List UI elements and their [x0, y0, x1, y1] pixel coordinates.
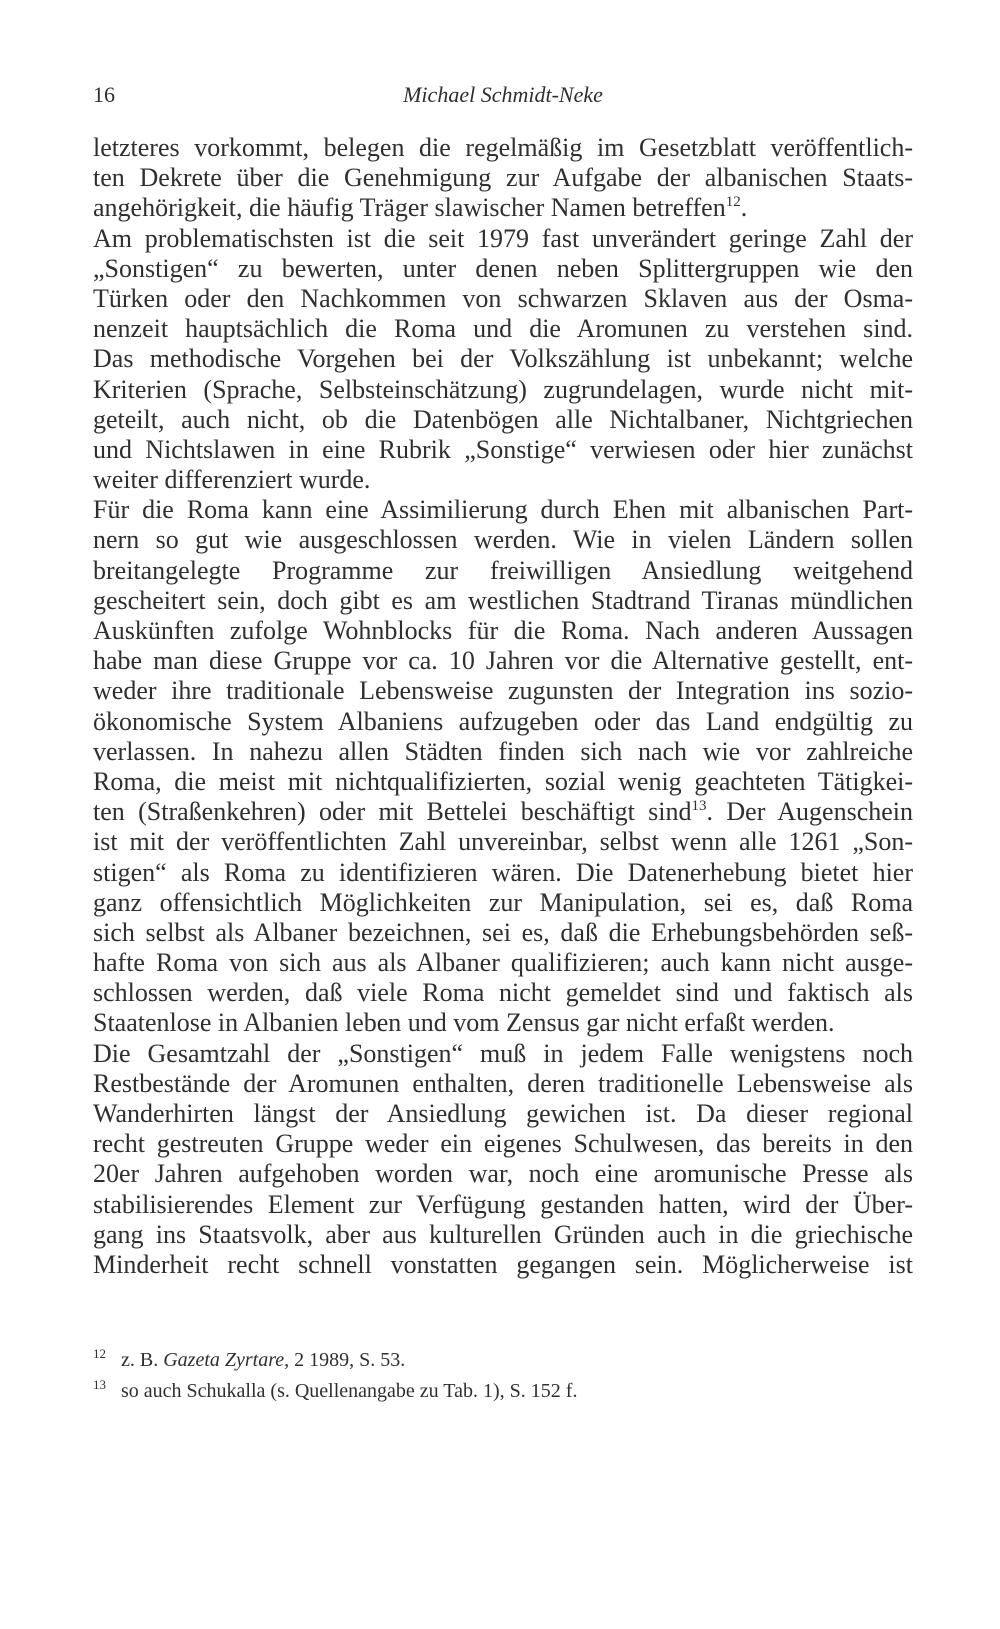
text-line [93, 465, 913, 495]
text-line [93, 254, 913, 284]
text-line [93, 224, 913, 254]
text-line [93, 586, 913, 616]
line-text: Das methodische Vorgehen bei der Volkszählung ist unbekannt; welche [93, 344, 913, 374]
footnote-text-before: so auch Schukalla (s. Quellenangabe zu Tab. 1), S. 152 f. [121, 1380, 578, 1402]
text-line [93, 344, 913, 374]
text-line [93, 1099, 913, 1129]
text-line [93, 1159, 913, 1189]
line-text: Staatenlose in Albanien leben und vom Zensus gar nicht erfaßt werden. [93, 1008, 835, 1038]
text-line [93, 888, 913, 918]
line-text: ist mit der veröffentlichten Zahl unvereinbar, selbst wenn alle 1261 „Son- [93, 827, 913, 857]
text-line [93, 737, 913, 767]
running-head: Michael Schmidt-Neke [403, 82, 603, 107]
footnotes [93, 1345, 913, 1407]
text-line [93, 435, 913, 465]
text-line [93, 707, 913, 737]
text-line [93, 616, 913, 646]
line-text: habe man diese Gruppe vor ca. 10 Jahren vor die Alternative gestellt, ent- [93, 646, 913, 676]
page-header [93, 82, 913, 112]
line-text: Roma, die meist mit nichtqualifizierten, sozial wenig geachteten Tätigkei- [93, 766, 913, 796]
footnote-text [121, 1349, 405, 1371]
line-text: sich selbst als Albaner bezeichnen, sei es, daß die Erhebungsbehörden seß- [93, 917, 913, 947]
text-line [93, 1250, 913, 1280]
footnote: 13 so auch Schukalla (s. Quellenangabe zu Tab. 1), S. 152 f. [93, 1377, 578, 1402]
text-line [93, 1008, 913, 1038]
text-line [93, 767, 913, 797]
line-text: ökonomische System Albaniens aufzugeben oder das Land endgültig zu [93, 706, 913, 736]
text-line [93, 918, 913, 948]
footnote-source-title: Gazeta Zyrtare, [163, 1349, 290, 1371]
line-text: Am problematischsten ist die seit 1979 fast unverändert geringe Zahl der [93, 223, 913, 253]
footnote-text [121, 1380, 577, 1402]
text-line [93, 1220, 913, 1250]
line-text: „Sonstigen“ zu bewerten, unter denen neben Splittergruppen wie den [93, 253, 913, 283]
line-text-continued: . [740, 193, 748, 223]
text-line [93, 375, 913, 405]
text-line [93, 646, 913, 676]
body-text [93, 133, 913, 1280]
text-line [93, 525, 913, 555]
line-text: weder ihre traditionale Lebensweise zugunsten der Integration ins sozio- [93, 676, 913, 706]
text-line [93, 948, 913, 978]
text-line [93, 827, 913, 857]
line-text: Türken oder den Nachkommen von schwarzen Sklaven aus der Osma- [93, 283, 913, 313]
footnote-reference[interactable]: 13 [691, 798, 707, 815]
text-line [93, 133, 913, 163]
line-text: nern so gut wie ausgeschlossen werden. Wie in vielen Ländern sollen [93, 525, 913, 555]
line-text: nenzeit hauptsächlich die Roma und die Aromunen zu verstehen sind. [93, 314, 913, 344]
line-text: Minderheit recht schnell vonstatten gegangen sein. Möglicherweise ist [93, 1249, 913, 1279]
line-text-continued: . Der Augenschein [706, 797, 913, 827]
line-text: Die Gesamtzahl der „Sonstigen“ muß in jedem Falle wenigstens noch [93, 1038, 913, 1068]
text-line [93, 858, 913, 888]
line-text: gescheitert sein, doch gibt es am westlichen Stadtrand Tiranas mündlichen [93, 585, 913, 615]
text-line [93, 314, 913, 344]
line-text: ten Dekrete über die Genehmigung zur Aufgabe der albanischen Staats- [93, 163, 913, 193]
text-line [93, 978, 913, 1008]
line-text: schlossen werden, daß viele Roma nicht gemeldet sind und faktisch als [93, 978, 913, 1008]
line-text: geteilt, auch nicht, ob die Datenbögen alle Nichtalbaner, Nichtgriechen [93, 404, 913, 434]
line-text: Restbestände der Aromunen enthalten, deren traditionelle Lebensweise als [93, 1068, 913, 1098]
line-text: breitangelegte Programme zur freiwilligen Ansiedlung weitgehend [93, 555, 913, 585]
line-text: weiter differenziert wurde. [93, 465, 371, 495]
footnote: 12 z. B. Gazeta Zyrtare, 2 1989, S. 53. [93, 1346, 406, 1371]
line-text: ganz offensichtlich Möglichkeiten zur Manipulation, sei es, daß Roma [93, 887, 913, 917]
text-line [93, 495, 913, 525]
text-line [93, 797, 913, 827]
text-line [93, 1069, 913, 1099]
footnote-text-before: z. B. [121, 1349, 164, 1371]
page-number: 16 [93, 82, 115, 107]
line-text: Wanderhirten längst der Ansiedlung gewichen ist. Da dieser regional [93, 1099, 913, 1128]
line-text: hafte Roma von sich aus als Albaner qualifizieren; auch kann nicht ausge- [93, 948, 913, 978]
text-line [93, 405, 913, 435]
text-line [93, 163, 913, 193]
text-line [93, 1129, 913, 1159]
line-text: Kriterien (Sprache, Selbsteinschätzung) zugrundelagen, wurde nicht mit- [93, 374, 913, 404]
line-text: Für die Roma kann eine Assimilierung durch Ehen mit albanischen Part- [93, 495, 913, 525]
line-text: und Nichtslawen in eine Rubrik „Sonstige“ verwiesen oder hier zunächst [93, 434, 913, 464]
text-line [93, 193, 913, 223]
text-line [93, 1190, 913, 1220]
line-text: gang ins Staatsvolk, aber aus kulturellen Gründen auch in die griechische [93, 1219, 913, 1249]
footnote-text-after: 2 1989, S. 53. [289, 1349, 406, 1371]
text-line [93, 676, 913, 706]
line-text: 20er Jahren aufgehoben worden war, noch eine aromunische Presse als [93, 1159, 913, 1189]
line-text: Auskünften zufolge Wohnblocks für die Roma. Nach anderen Aussagen [93, 616, 913, 645]
line-text: verlassen. In nahezu allen Städten finden sich nach wie vor zahlreiche [93, 736, 913, 766]
text-line [93, 1039, 913, 1069]
line-text: ten (Straßenkehren) oder mit Bettelei beschäftigt sind [93, 797, 692, 827]
line-text: stigen“ als Roma zu identifizieren wären. Die Datenerhebung bietet hier [93, 857, 913, 887]
text-line [93, 284, 913, 314]
line-text: recht gestreuten Gruppe weder ein eigenes Schulwesen, das bereits in den [93, 1129, 913, 1159]
line-text: stabilisierendes Element zur Verfügung gestanden hatten, wird der Über- [93, 1189, 913, 1219]
line-text: letzteres vorkommt, belegen die regelmäßig im Gesetzblatt veröffentlich- [93, 133, 913, 162]
text-line [93, 556, 913, 586]
line-text: angehörigkeit, die häufig Träger slawischer Namen betreffen [93, 193, 726, 223]
footnote-reference[interactable]: 12 [725, 194, 741, 211]
